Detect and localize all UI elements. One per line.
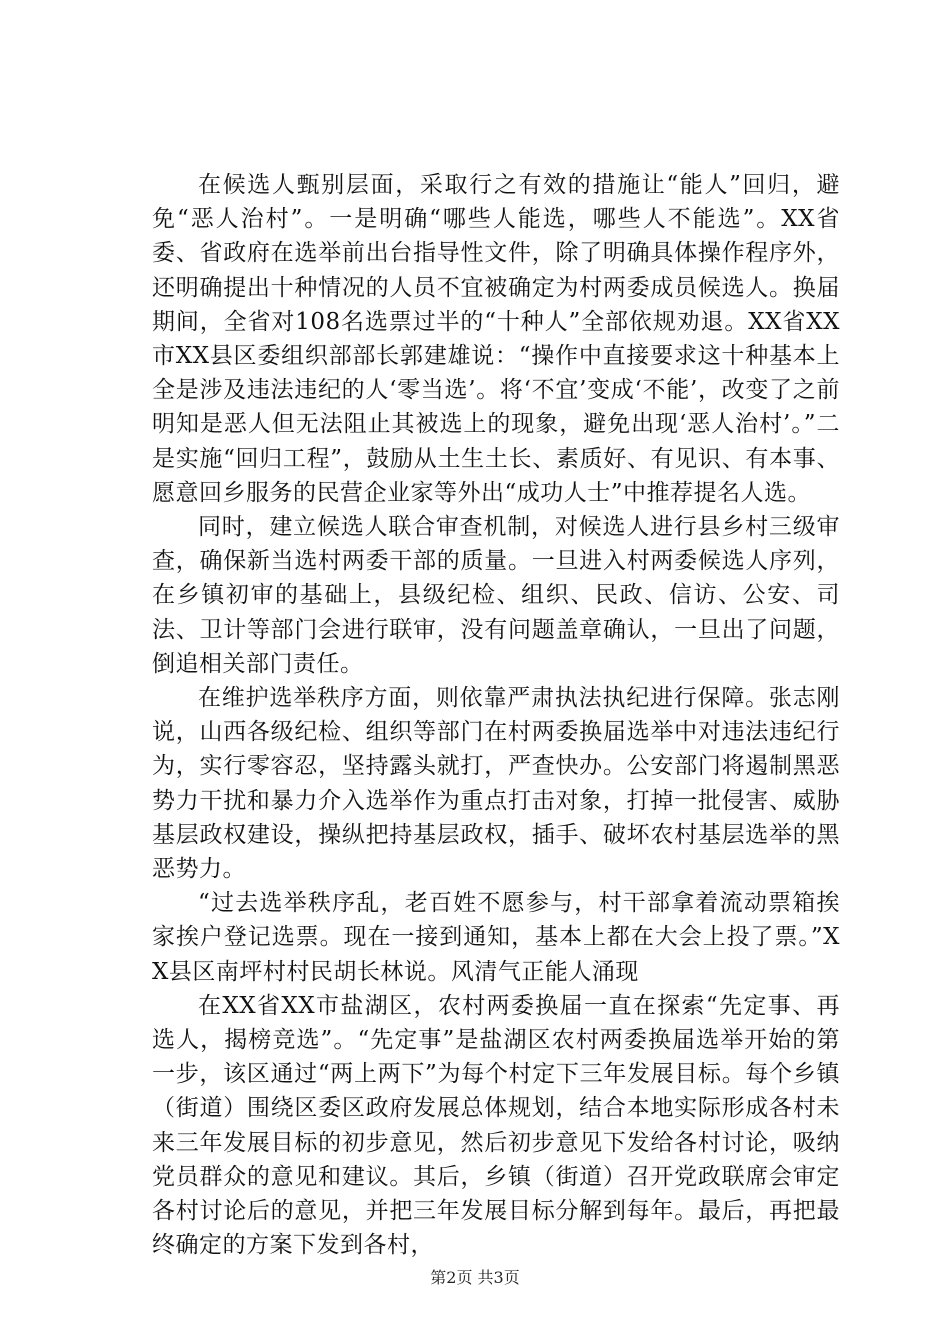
paragraph-election-order: 在维护选举秩序方面，则依靠严肃执法执纪进行保障。张志刚说，山西各级纪检、组织等部门在村两委换届选举中对违法违纪行为，实行零容忍，坚持露头就打，严查快办。公安部门将遏制黑恶势力干扰和暴力介入选举作为重点打击对象，打掉一批侵害、威胁基层政权建设，操纵把持基层政权，插手、破坏农村基层选举的黑恶势力。: [152, 685, 840, 883]
paragraph-villager-quote: “过去选举秩序乱，老百姓不愿参与，村干部拿着流动票箱挨家挨户登记选票。现在一接到通知，基本上都在大会上投了票。”XX县区南坪村村民胡长林说。风清气正能人涌现: [152, 890, 840, 985]
page-footer: 第2页 共3页: [430, 1268, 520, 1287]
paragraph-yanhu-district: 在XX省XX市盐湖区，农村两委换届一直在探索“先定事、再选人，揭榜竞选”。“先定事”是盐湖区农村两委换届选举开始的第一步，该区通过“两上两下”为每个村定下三年发展目标。每个乡镇（街道）围绕区委区政府发展总体规划，结合本地实际形成各村未来三年发展目标的初步意见，然后初步意见下发给各村讨论，吸纳党员群众的意见和建议。其后，乡镇（街道）召开党政联席会审定各村讨论后的意见，并把三年发展目标分解到每年。最后，再把最终确定的方案下发到各村，: [152, 992, 840, 1259]
document-body: [152, 168, 840, 1263]
paragraph-joint-review: 同时，建立候选人联合审查机制，对候选人进行县乡村三级审查，确保新当选村两委干部的质量。一旦进入村两委候选人序列，在乡镇初审的基础上，县级纪检、组织、民政、信访、公安、司法、卫计等部门会进行联审，没有问题盖章确认，一旦出了问题，倒追相关部门责任。: [152, 514, 840, 677]
paragraph-candidate-screening: 在候选人甄别层面，采取行之有效的措施让“能人”回归，避免“恶人治村”。一是明确“哪些人能选，哪些人不能选”。XX省委、省政府在选举前出台指导性文件，除了明确具体操作程序外，还明确提出十种情况的人员不宜被确定为村两委成员候选人。换届期间，全省对108名选票过半的“十种人”全部依规劝退。XX省XX市XX县区委组织部部长郭建雄说：“操作中直接要求这十种基本上全是涉及违法违纪的人‘零当选’。将‘不宜’变成‘不能’，改变了之前明知是恶人但无法阻止其被选上的现象，避免出现‘恶人治村’。”二是实施“回归工程”，鼓励从土生土长、素质好、有见识、有本事、愿意回乡服务的民营企业家等外出“成功人士”中推荐提名人选。: [152, 172, 840, 506]
